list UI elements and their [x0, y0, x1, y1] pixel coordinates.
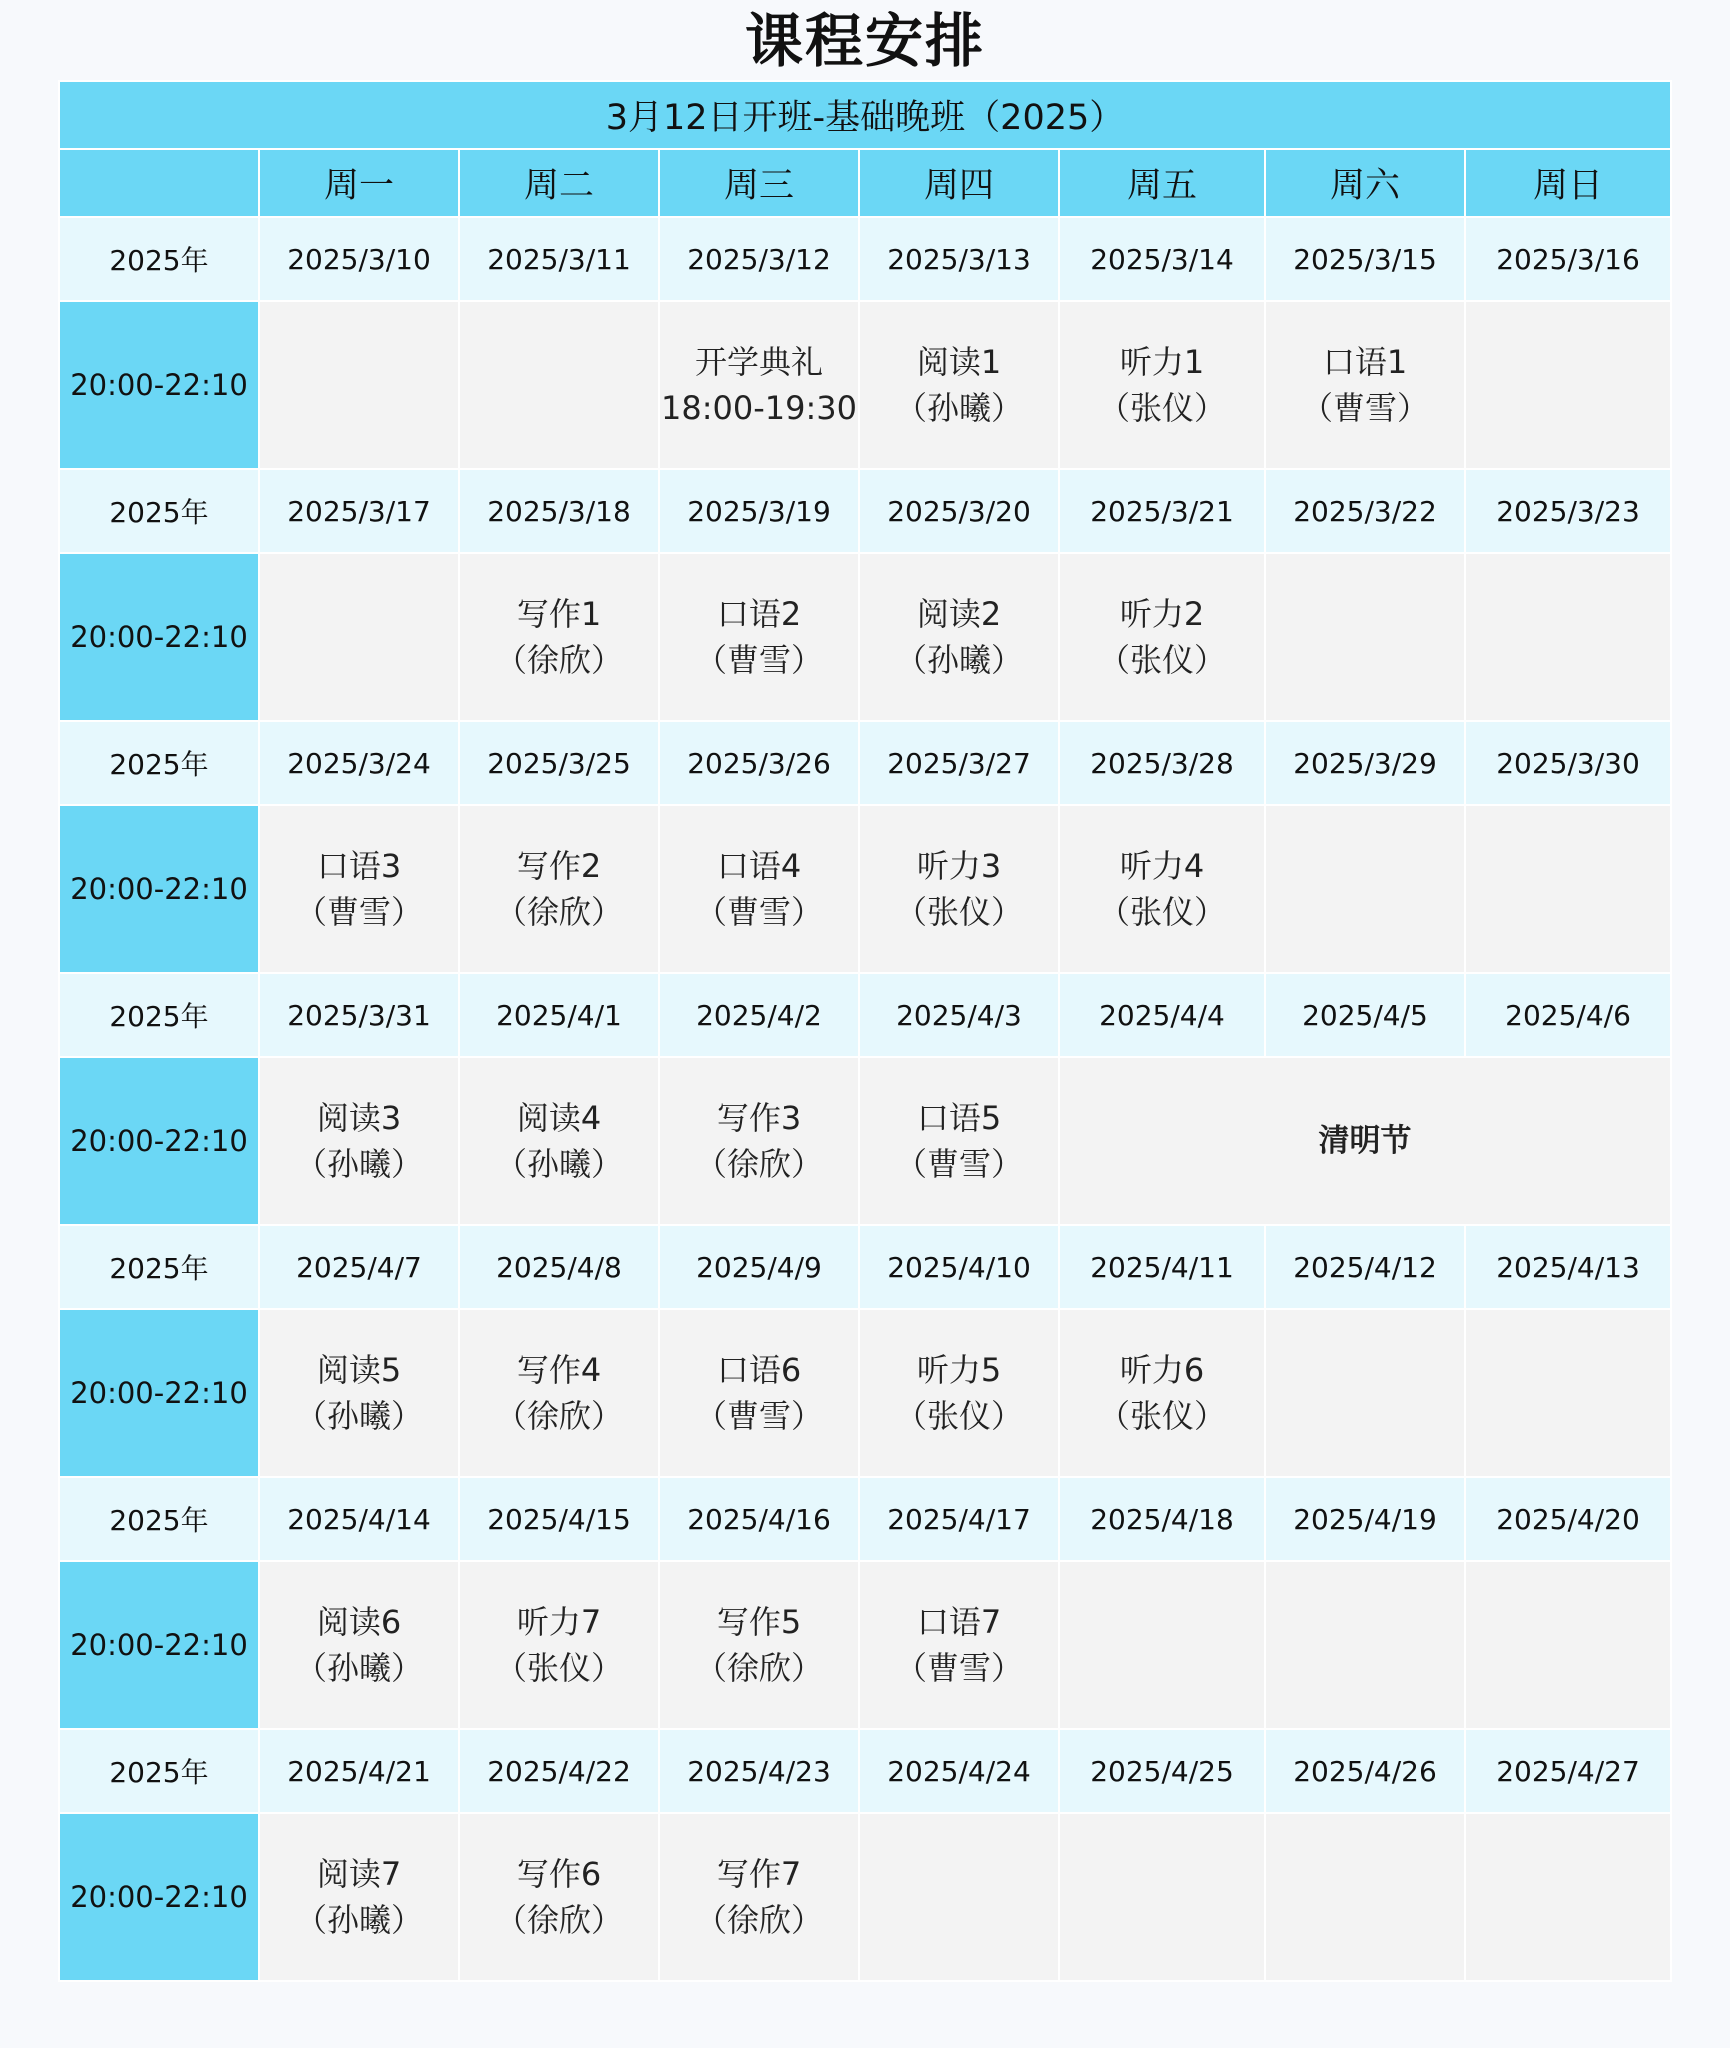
class-cell	[1059, 1309, 1265, 1477]
class-cell	[459, 1561, 659, 1729]
class-name: 阅读6	[316, 1603, 402, 1641]
date-cell: 2025/4/24	[859, 1729, 1059, 1813]
class-name: 写作1	[516, 595, 602, 633]
date-cell: 2025/4/21	[259, 1729, 459, 1813]
class-cell	[859, 1057, 1059, 1225]
date-cell: 2025/4/26	[1265, 1729, 1465, 1813]
date-cell: 2025/3/23	[1465, 469, 1671, 553]
class-cell	[1059, 1813, 1265, 1981]
class-row	[59, 553, 1671, 721]
class-cell	[459, 553, 659, 721]
class-name: 开学典礼	[694, 343, 823, 381]
schedule-table	[58, 80, 1672, 1982]
time-slot-cell: 20:00-22:10	[59, 1561, 259, 1729]
weekday-header: 周六	[1265, 149, 1465, 217]
date-cell: 2025/4/6	[1465, 973, 1671, 1057]
date-cell: 2025/3/26	[659, 721, 859, 805]
class-detail: （曹雪）	[694, 641, 823, 679]
date-cell: 2025/3/18	[459, 469, 659, 553]
date-cell: 2025/3/10	[259, 217, 459, 301]
class-row	[59, 1813, 1671, 1981]
time-slot-cell: 20:00-22:10	[59, 1309, 259, 1477]
class-detail: （孙曦）	[894, 641, 1023, 679]
class-title: 3月12日开班-基础晚班（2025）	[59, 81, 1671, 149]
class-detail: （徐欣）	[694, 1901, 823, 1939]
class-detail: （曹雪）	[894, 1649, 1023, 1687]
date-cell: 2025/4/27	[1465, 1729, 1671, 1813]
weekday-header: 周五	[1059, 149, 1265, 217]
class-cell	[659, 301, 859, 469]
time-slot-cell: 20:00-22:10	[59, 1057, 259, 1225]
class-name: 写作6	[516, 1855, 602, 1893]
class-cell	[859, 1813, 1059, 1981]
date-cell: 2025/4/16	[659, 1477, 859, 1561]
date-cell: 2025/3/22	[1265, 469, 1465, 553]
class-name: 口语1	[1322, 343, 1408, 381]
class-name: 阅读4	[516, 1099, 602, 1137]
date-cell: 2025/4/4	[1059, 973, 1265, 1057]
class-detail: （曹雪）	[894, 1145, 1023, 1183]
class-row	[59, 805, 1671, 973]
class-cell	[859, 301, 1059, 469]
class-cell	[659, 1561, 859, 1729]
date-cell: 2025/4/3	[859, 973, 1059, 1057]
class-cell	[659, 553, 859, 721]
year-label-cell: 2025年	[59, 217, 259, 301]
class-cell	[1265, 1309, 1465, 1477]
class-cell	[1465, 553, 1671, 721]
date-row	[59, 1477, 1671, 1561]
date-cell: 2025/4/20	[1465, 1477, 1671, 1561]
date-cell: 2025/3/17	[259, 469, 459, 553]
year-label-cell: 2025年	[59, 1225, 259, 1309]
class-name: 写作7	[716, 1855, 802, 1893]
weekday-header: 周一	[259, 149, 459, 217]
class-cell	[459, 1813, 659, 1981]
class-cell	[459, 1057, 659, 1225]
date-cell: 2025/4/1	[459, 973, 659, 1057]
class-detail: （曹雪）	[694, 1397, 823, 1435]
class-cell	[1265, 301, 1465, 469]
class-name: 阅读3	[316, 1099, 402, 1137]
class-cell	[459, 805, 659, 973]
class-detail: 18:00-19:30	[661, 389, 857, 427]
date-cell: 2025/3/29	[1265, 721, 1465, 805]
class-cell	[259, 301, 459, 469]
class-cell	[259, 1057, 459, 1225]
class-name: 听力6	[1119, 1351, 1205, 1389]
date-cell: 2025/3/25	[459, 721, 659, 805]
date-row	[59, 1729, 1671, 1813]
class-name: 阅读2	[916, 595, 1002, 633]
year-label-cell: 2025年	[59, 1729, 259, 1813]
class-name: 口语7	[916, 1603, 1002, 1641]
date-cell: 2025/4/10	[859, 1225, 1059, 1309]
class-cell	[1465, 805, 1671, 973]
class-name: 写作3	[716, 1099, 802, 1137]
date-cell: 2025/3/14	[1059, 217, 1265, 301]
holiday-cell: 清明节	[1059, 1057, 1671, 1225]
class-cell	[459, 301, 659, 469]
class-cell	[659, 1813, 859, 1981]
date-cell: 2025/3/24	[259, 721, 459, 805]
class-cell	[1465, 1309, 1671, 1477]
class-detail: （徐欣）	[494, 893, 623, 931]
class-cell	[659, 1057, 859, 1225]
class-cell	[1265, 553, 1465, 721]
class-detail: （孙曦）	[894, 389, 1023, 427]
class-row	[59, 1057, 1671, 1225]
class-detail: （徐欣）	[494, 1397, 623, 1435]
class-detail: （徐欣）	[494, 1901, 623, 1939]
class-detail: （徐欣）	[694, 1145, 823, 1183]
class-name: 写作4	[516, 1351, 602, 1389]
date-cell: 2025/4/2	[659, 973, 859, 1057]
class-cell	[259, 1813, 459, 1981]
date-cell: 2025/3/19	[659, 469, 859, 553]
date-row	[59, 721, 1671, 805]
date-cell: 2025/4/18	[1059, 1477, 1265, 1561]
date-row	[59, 973, 1671, 1057]
class-detail: （曹雪）	[694, 893, 823, 931]
class-cell	[259, 805, 459, 973]
date-cell: 2025/4/7	[259, 1225, 459, 1309]
class-detail: （徐欣）	[494, 641, 623, 679]
date-cell: 2025/4/8	[459, 1225, 659, 1309]
year-label-cell: 2025年	[59, 469, 259, 553]
time-slot-cell: 20:00-22:10	[59, 301, 259, 469]
class-cell	[1465, 301, 1671, 469]
weekday-header: 周二	[459, 149, 659, 217]
date-cell: 2025/4/15	[459, 1477, 659, 1561]
date-cell: 2025/4/12	[1265, 1225, 1465, 1309]
class-name: 写作5	[716, 1603, 802, 1641]
class-cell	[1265, 1561, 1465, 1729]
class-cell	[859, 805, 1059, 973]
class-cell	[1059, 1561, 1265, 1729]
class-name: 阅读7	[316, 1855, 402, 1893]
class-detail: （孙曦）	[294, 1145, 423, 1183]
class-cell	[259, 553, 459, 721]
date-cell: 2025/3/16	[1465, 217, 1671, 301]
class-detail: （张仪）	[894, 893, 1023, 931]
date-cell: 2025/3/15	[1265, 217, 1465, 301]
class-detail: （徐欣）	[694, 1649, 823, 1687]
year-label-cell: 2025年	[59, 721, 259, 805]
class-cell	[859, 553, 1059, 721]
class-name: 听力1	[1119, 343, 1205, 381]
class-name: 阅读1	[916, 343, 1002, 381]
date-row	[59, 469, 1671, 553]
date-cell: 2025/3/12	[659, 217, 859, 301]
year-label-cell: 2025年	[59, 1477, 259, 1561]
class-name: 口语6	[716, 1351, 802, 1389]
year-label-cell: 2025年	[59, 973, 259, 1057]
class-detail: （曹雪）	[294, 893, 423, 931]
class-row	[59, 1561, 1671, 1729]
class-name: 听力7	[516, 1603, 602, 1641]
class-name: 听力2	[1119, 595, 1205, 633]
class-name: 口语2	[716, 595, 802, 633]
date-cell: 2025/4/17	[859, 1477, 1059, 1561]
date-cell: 2025/3/28	[1059, 721, 1265, 805]
class-cell	[259, 1309, 459, 1477]
date-cell: 2025/3/21	[1059, 469, 1265, 553]
class-detail: （曹雪）	[1300, 389, 1429, 427]
header-corner-cell	[59, 149, 259, 217]
date-cell: 2025/3/11	[459, 217, 659, 301]
class-row	[59, 1309, 1671, 1477]
class-cell	[1465, 1813, 1671, 1981]
class-name: 阅读5	[316, 1351, 402, 1389]
time-slot-cell: 20:00-22:10	[59, 805, 259, 973]
class-name: 听力3	[916, 847, 1002, 885]
class-cell	[1059, 301, 1265, 469]
class-cell	[1059, 553, 1265, 721]
class-cell	[859, 1309, 1059, 1477]
date-cell: 2025/3/31	[259, 973, 459, 1057]
date-row	[59, 1225, 1671, 1309]
date-cell: 2025/4/19	[1265, 1477, 1465, 1561]
date-cell: 2025/4/14	[259, 1477, 459, 1561]
weekday-header: 周四	[859, 149, 1059, 217]
class-cell	[859, 1561, 1059, 1729]
class-name: 听力4	[1119, 847, 1205, 885]
date-cell: 2025/4/23	[659, 1729, 859, 1813]
date-cell: 2025/4/25	[1059, 1729, 1265, 1813]
weekday-header: 周日	[1465, 149, 1671, 217]
class-detail: （孙曦）	[294, 1397, 423, 1435]
class-detail: （孙曦）	[294, 1901, 423, 1939]
time-slot-cell: 20:00-22:10	[59, 553, 259, 721]
class-row	[59, 301, 1671, 469]
class-cell	[259, 1561, 459, 1729]
date-cell: 2025/4/11	[1059, 1225, 1265, 1309]
class-detail: （孙曦）	[494, 1145, 623, 1183]
weekday-header-row	[59, 149, 1671, 217]
class-title-row	[59, 81, 1671, 149]
class-cell	[659, 1309, 859, 1477]
date-cell: 2025/3/27	[859, 721, 1059, 805]
date-cell: 2025/4/9	[659, 1225, 859, 1309]
page-title: 课程安排	[744, 7, 985, 75]
class-detail: （张仪）	[894, 1397, 1023, 1435]
class-cell	[459, 1309, 659, 1477]
class-cell	[659, 805, 859, 973]
time-slot-cell: 20:00-22:10	[59, 1813, 259, 1981]
class-cell	[1059, 805, 1265, 973]
weekday-header: 周三	[659, 149, 859, 217]
date-cell: 2025/3/20	[859, 469, 1059, 553]
date-row	[59, 217, 1671, 301]
date-cell: 2025/3/30	[1465, 721, 1671, 805]
class-name: 听力5	[916, 1351, 1002, 1389]
class-cell	[1265, 1813, 1465, 1981]
class-cell	[1265, 805, 1465, 973]
class-detail: （张仪）	[1097, 1397, 1226, 1435]
class-detail: （张仪）	[1097, 641, 1226, 679]
class-name: 口语3	[316, 847, 402, 885]
date-cell: 2025/4/5	[1265, 973, 1465, 1057]
class-detail: （张仪）	[494, 1649, 623, 1687]
class-name: 口语5	[916, 1099, 1002, 1137]
class-detail: （张仪）	[1097, 893, 1226, 931]
date-cell: 2025/4/22	[459, 1729, 659, 1813]
class-name: 写作2	[516, 847, 602, 885]
class-detail: （张仪）	[1097, 389, 1226, 427]
class-cell	[1465, 1561, 1671, 1729]
date-cell: 2025/4/13	[1465, 1225, 1671, 1309]
date-cell: 2025/3/13	[859, 217, 1059, 301]
class-detail: （孙曦）	[294, 1649, 423, 1687]
class-name: 口语4	[716, 847, 802, 885]
